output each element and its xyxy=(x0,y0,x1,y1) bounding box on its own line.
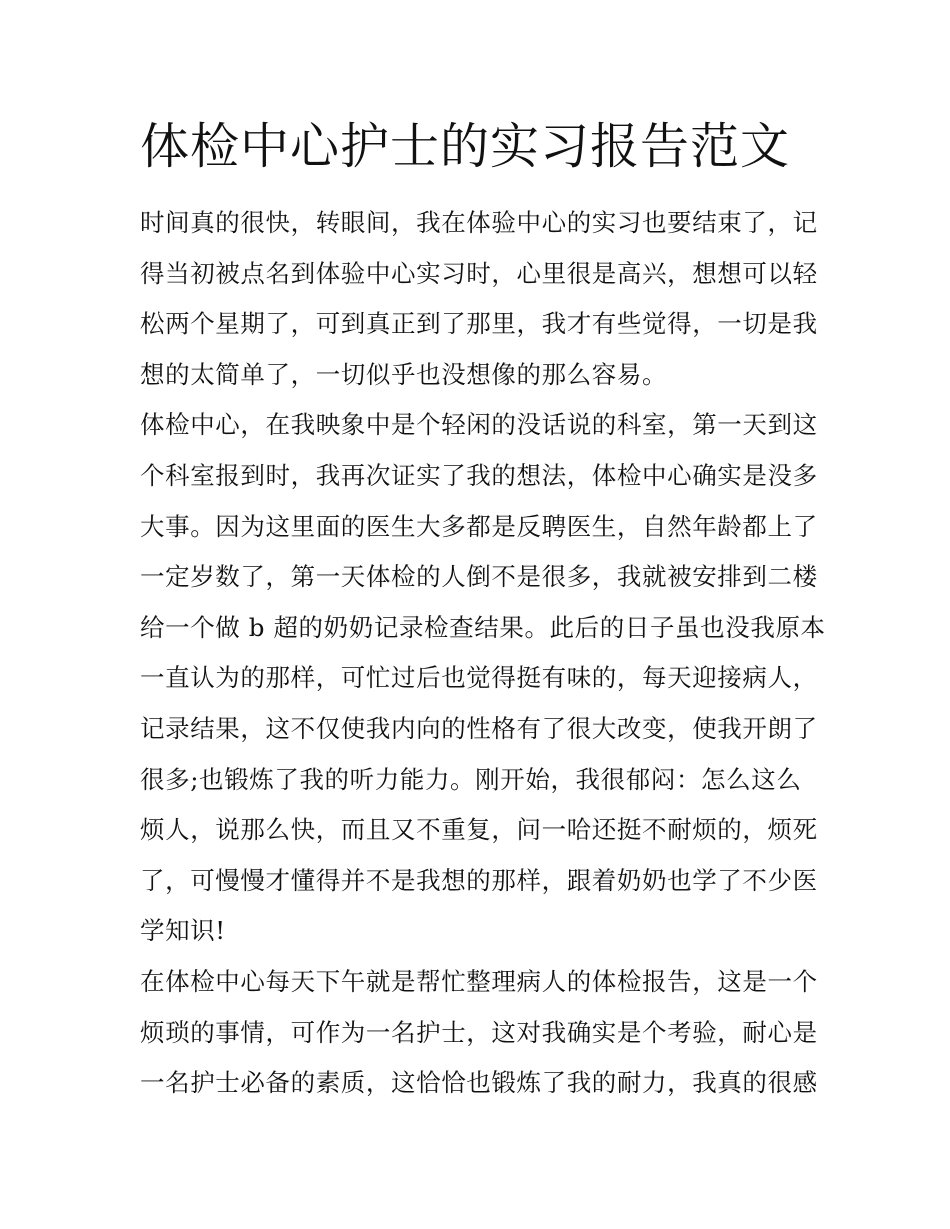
text-line: 一直认为的那样，可忙过后也觉得挺有味的，每天迎接病人， xyxy=(140,663,818,693)
text-line: 在体检中心每天下午就是帮忙整理病人的体检报告，这是一个 xyxy=(140,966,818,996)
paragraph-3 xyxy=(140,957,820,1109)
text-line: 个科室报到时，我再次证实了我的想法，体检中心确实是没多 xyxy=(140,460,818,490)
paragraph-2 xyxy=(140,400,826,957)
text-line: 一定岁数了，第一天体检的人倒不是很多，我就被安排到二楼 xyxy=(140,562,818,592)
text-line: 学知识! xyxy=(140,916,226,946)
text-line: 烦琐的事情，可作为一名护士，这对我确实是个考验，耐心是 xyxy=(140,1017,818,1047)
text-line: 想的太简单了，一切似乎也没想像的那么容易。 xyxy=(140,359,668,389)
document-body xyxy=(140,198,826,1109)
text-line: 一名护士必备的素质，这恰恰也锻炼了我的耐力，我真的很感 xyxy=(140,1068,818,1098)
page-title: 体检中心护士的实习报告范文 xyxy=(140,118,791,175)
text-line: 很多;也锻炼了我的听力能力。刚开始，我很郁闷：怎么这么 xyxy=(140,764,802,794)
text-line: 体检中心，在我映象中是个轻闲的没话说的科室，第一天到这 xyxy=(140,410,818,440)
paragraph-1 xyxy=(140,198,820,400)
text-line: 了，可慢慢才懂得并不是我想的那样，跟着奶奶也学了不少医 xyxy=(140,865,818,895)
text-line: 时间真的很快，转眼间，我在体验中心的实习也要结束了，记 xyxy=(140,208,818,237)
text-line: 给一个做 b 超的奶奶记录检查结果。此后的日子虽也没我原本 xyxy=(140,612,826,642)
text-line: 松两个星期了，可到真正到了那里，我才有些觉得，一切是我 xyxy=(140,309,818,339)
text-line: 大事。因为这里面的医生大多都是反聘医生，自然年龄都上了 xyxy=(140,511,818,541)
text-line: 烦人，说那么快，而且又不重复，问一哈还挺不耐烦的，烦死 xyxy=(140,815,818,845)
text-line: 得当初被点名到体验中心实习时，心里很是高兴，想想可以轻 xyxy=(140,258,818,288)
text-line: 记录结果，这不仅使我内向的性格有了很大改变，使我开朗了 xyxy=(140,713,818,743)
